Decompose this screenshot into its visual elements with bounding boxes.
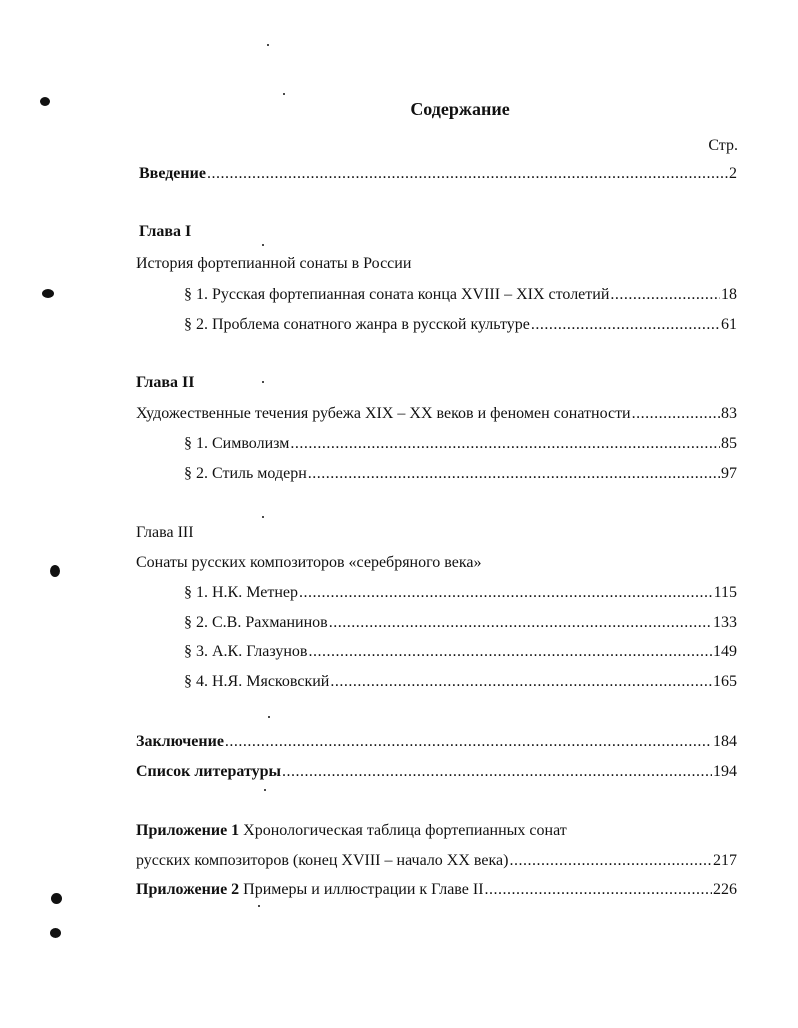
appendix1-label: Приложение 1: [136, 822, 240, 839]
entry-page: 115: [713, 584, 737, 601]
dust-dot: [258, 905, 260, 907]
leader-dots: [509, 851, 712, 871]
scan-speck: [42, 289, 54, 298]
entry-label: § 2. Проблема сонатного жанра в русской культуре: [184, 316, 530, 333]
leader-dots: [308, 642, 712, 662]
chapter2-heading: Глава II: [136, 374, 195, 391]
chapter3-heading: Глава III: [136, 524, 194, 541]
leader-dots: [225, 732, 712, 752]
leader-dots: [329, 613, 712, 633]
dust-dot: [283, 93, 285, 95]
dust-dot: [262, 516, 264, 518]
scan-speck: [51, 893, 62, 904]
entry-label: Введение: [139, 165, 206, 182]
entry-label: Список литературы: [136, 763, 281, 780]
toc-entry-ch3-s2[interactable]: [184, 613, 737, 633]
dust-dot: [262, 244, 264, 246]
toc-entry-ch2-title[interactable]: [136, 404, 737, 424]
toc-entry-conclusion[interactable]: [136, 732, 737, 752]
entry-label: § 1. Символизм: [184, 435, 290, 452]
entry-page: 194: [713, 763, 737, 780]
scan-speck: [50, 928, 61, 938]
entry-page: 85: [721, 435, 737, 452]
chapter3-title: Сонаты русских композиторов «серебряного века»: [136, 554, 482, 571]
entry-page: 184: [713, 733, 737, 750]
appendix2-label: Приложение 2: [136, 881, 240, 898]
entry-label: Художественные течения рубежа XIX – XX веков и феномен сонатности: [136, 405, 631, 422]
entry-label: русских композиторов (конец XVIII – начало XX века): [136, 852, 509, 869]
entry-page: 18: [721, 286, 737, 303]
dust-dot: [262, 381, 264, 383]
toc-entry-appendix1[interactable]: [136, 851, 737, 871]
entry-label: § 2. С.В. Рахманинов: [184, 614, 328, 631]
toc-entry-bibliography[interactable]: [136, 762, 737, 782]
leader-dots: [299, 583, 713, 603]
dust-dot: [264, 789, 266, 791]
entry-page: 226: [713, 881, 737, 898]
page-title: Содержание: [410, 99, 510, 119]
appendix2-text: Примеры и иллюстрации к Главе II: [243, 881, 484, 898]
toc-entry-ch3-s4[interactable]: [184, 672, 737, 692]
toc-entry-ch3-s3[interactable]: [184, 642, 737, 662]
entry-label: § 1. Н.К. Метнер: [184, 584, 298, 601]
leader-dots: [290, 434, 720, 454]
dust-dot: [268, 716, 270, 718]
scan-speck: [50, 565, 60, 577]
entry-page: 133: [713, 614, 737, 631]
entry-label: Заключение: [136, 733, 224, 750]
leader-dots: [610, 285, 720, 305]
leader-dots: [485, 880, 712, 900]
entry-label: § 1. Русская фортепианная соната конца XVIII – XIX столетий: [184, 286, 610, 303]
chapter1-title: История фортепианной сонаты в России: [136, 255, 412, 272]
leader-dots: [531, 315, 720, 335]
leader-dots: [282, 762, 712, 782]
entry-label: [136, 880, 484, 900]
chapter1-heading: Глава I: [139, 223, 192, 240]
leader-dots: [308, 464, 720, 484]
appendix1-text-line1: Хронологическая таблица фортепианных сонат: [243, 822, 567, 839]
leader-dots: [207, 164, 728, 184]
entry-page: 83: [721, 405, 737, 422]
leader-dots: [330, 672, 712, 692]
scan-speck: [40, 97, 50, 106]
toc-entry-ch2-s1[interactable]: [184, 434, 737, 454]
appendix1-first-line[interactable]: [136, 821, 567, 841]
entry-label: § 2. Стиль модерн: [184, 465, 307, 482]
toc-entry-ch1-s2[interactable]: [184, 315, 737, 335]
entry-page: 2: [729, 165, 737, 182]
entry-page: 217: [713, 852, 737, 869]
toc-entry-appendix2[interactable]: [136, 880, 737, 900]
page-column-label: Стр.: [708, 137, 738, 154]
entry-label: § 4. Н.Я. Мясковский: [184, 673, 330, 690]
entry-page: 97: [721, 465, 737, 482]
toc-entry-ch3-s1[interactable]: [184, 583, 737, 603]
toc-entry-ch2-s2[interactable]: [184, 464, 737, 484]
entry-page: 149: [713, 643, 737, 660]
dust-dot: [267, 44, 269, 46]
entry-page: 165: [713, 673, 737, 690]
entry-page: 61: [721, 316, 737, 333]
toc-entry-ch1-s1[interactable]: [184, 285, 737, 305]
entry-label: § 3. А.К. Глазунов: [184, 643, 308, 660]
leader-dots: [632, 404, 720, 424]
toc-entry-intro[interactable]: [139, 164, 737, 184]
